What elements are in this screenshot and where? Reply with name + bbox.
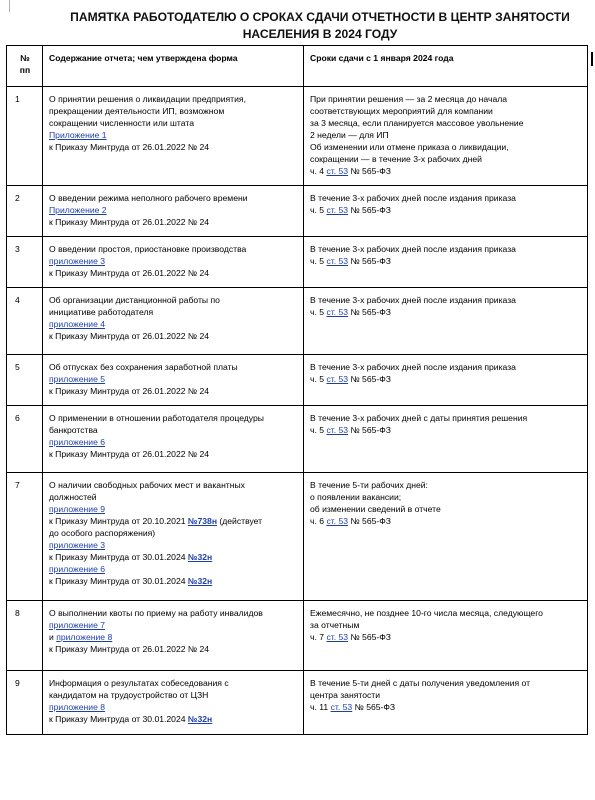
- order-link[interactable]: №32н: [187, 576, 213, 586]
- appendix-link[interactable]: приложение 8: [56, 632, 113, 642]
- report-content: Информация о результатах собеседования с кандидатом на трудоустройство от ЦЗН приложение 8 к Приказу Минтруда от 30.01.2024 №32н: [43, 671, 304, 735]
- report-content: О введении простоя, приостановке производства приложение 3 к Приказу Минтруда от 26.01.2022 № 24: [43, 237, 304, 288]
- appendix-link[interactable]: Приложение 1: [49, 130, 107, 140]
- order-link[interactable]: №738н: [187, 516, 218, 526]
- appendix-link[interactable]: приложение 7: [49, 620, 106, 630]
- table-row: [7, 288, 588, 355]
- header-deadline: Сроки сдачи с 1 января 2024 года: [304, 46, 588, 87]
- table-row: [7, 601, 588, 671]
- report-deadline: В течение 5-ти дней с даты получения уведомления от центра занятости ч. 11 ст. 53 № 565-ФЗ: [304, 671, 588, 735]
- order-link[interactable]: №32н: [187, 714, 213, 724]
- appendix-link[interactable]: Приложение 2: [49, 205, 107, 215]
- table-header-row: [7, 46, 588, 87]
- report-deadline: В течение 3-х рабочих дней после издания приказа ч. 5 ст. 53 № 565-ФЗ: [304, 237, 588, 288]
- appendix-link[interactable]: приложение 8: [49, 702, 106, 712]
- row-number: 4: [7, 288, 43, 355]
- table-row: [7, 237, 588, 288]
- row-number: 6: [7, 406, 43, 473]
- report-deadline: В течение 3-х рабочих дней после издания приказа ч. 5 ст. 53 № 565-ФЗ: [304, 288, 588, 355]
- appendix-link[interactable]: приложение 3: [49, 540, 106, 550]
- table-row: [7, 671, 588, 735]
- report-deadline: В течение 5-ти рабочих дней: о появлении вакансии; об изменении сведений в отчете ч. 6 ст. 53 № 565-ФЗ: [304, 473, 588, 601]
- law-article-link[interactable]: ст. 53: [326, 632, 349, 642]
- page-corner-mark: [9, 0, 10, 12]
- row-number: 8: [7, 601, 43, 671]
- report-deadline: В течение 3-х рабочих дней после издания приказа ч. 5 ст. 53 № 565-ФЗ: [304, 355, 588, 406]
- report-content: О выполнении квоты по приему на работу инвалидов приложение 7 и приложение 8 к Приказу Минтруда от 26.01.2022 № 24: [43, 601, 304, 671]
- law-article-link[interactable]: ст. 53: [326, 166, 349, 176]
- report-content: О принятии решения о ликвидации предприятия, прекращении деятельности ИП, возможном сокращении численности или штата Приложение 1 к Приказу Минтруда от 26.01.2022 № 24: [43, 87, 304, 186]
- row-number: 7: [7, 473, 43, 601]
- table-row: [7, 186, 588, 237]
- table-row: [7, 473, 588, 601]
- law-article-link[interactable]: ст. 53: [326, 425, 349, 435]
- title-line-1: ПАМЯТКА РАБОТОДАТЕЛЮ О СРОКАХ СДАЧИ ОТЧЕТНОСТИ В ЦЕНТР ЗАНЯТОСТИ: [70, 10, 570, 24]
- report-deadline: Ежемесячно, не позднее 10-го числа месяца, следующего за отчетным ч. 7 ст. 53 № 565-ФЗ: [304, 601, 588, 671]
- report-deadline: В течение 3-х рабочих дней после издания приказа ч. 5 ст. 53 № 565-ФЗ: [304, 186, 588, 237]
- table-row: [7, 406, 588, 473]
- law-article-link[interactable]: ст. 53: [330, 702, 353, 712]
- row-number: 5: [7, 355, 43, 406]
- title-line-2: НАСЕЛЕНИЯ В 2024 ГОДУ: [242, 27, 398, 41]
- appendix-link[interactable]: приложение 3: [49, 256, 106, 266]
- appendix-link[interactable]: приложение 6: [49, 564, 106, 574]
- report-deadline: При принятии решения — за 2 месяца до начала соответствующих мероприятий для компании за 3 месяца, если планируется массовое увольнение 2 недели — для ИП Об изменении или отмене приказа о ликвидации, сокращении — в течение 3-х рабочих дней ч. 4 ст. 53 № 565-ФЗ: [304, 87, 588, 186]
- law-article-link[interactable]: ст. 53: [326, 307, 349, 317]
- report-deadline: В течение 3-х рабочих дней с даты принятия решения ч. 5 ст. 53 № 565-ФЗ: [304, 406, 588, 473]
- row-number: 3: [7, 237, 43, 288]
- law-article-link[interactable]: ст. 53: [326, 205, 349, 215]
- order-link[interactable]: №32н: [187, 552, 213, 562]
- law-article-link[interactable]: ст. 53: [326, 374, 349, 384]
- table-row: [7, 355, 588, 406]
- appendix-link[interactable]: приложение 6: [49, 437, 106, 447]
- report-content: Об организации дистанционной работы по инициативе работодателя приложение 4 к Приказу Минтруда от 26.01.2022 № 24: [43, 288, 304, 355]
- text-cursor: [591, 52, 593, 66]
- report-content: О применении в отношении работодателя процедуры банкротства приложение 6 к Приказу Минтруда от 26.01.2022 № 24: [43, 406, 304, 473]
- law-article-link[interactable]: ст. 53: [326, 516, 349, 526]
- appendix-link[interactable]: приложение 4: [49, 319, 106, 329]
- appendix-link[interactable]: приложение 9: [49, 504, 106, 514]
- law-article-link[interactable]: ст. 53: [326, 256, 349, 266]
- reporting-deadlines-table: [6, 45, 588, 735]
- row-number: 1: [7, 87, 43, 186]
- report-content: О наличии свободных рабочих мест и вакантных должностей приложение 9 к Приказу Минтруда от 20.10.2021 №738н (действует до особого распоряжения) приложение 3 к Приказу Минтруда от 30.01.2024 №32н приложение 6 к Приказу Минтруда от 30.01.2024 №32н: [43, 473, 304, 601]
- appendix-link[interactable]: приложение 5: [49, 374, 106, 384]
- header-content: Содержание отчета; чем утверждена форма: [43, 46, 304, 87]
- row-number: 2: [7, 186, 43, 237]
- report-content: Об отпусках без сохранения заработной платы приложение 5 к Приказу Минтруда от 26.01.2022 № 24: [43, 355, 304, 406]
- page-title: [40, 9, 595, 43]
- report-content: О введении режима неполного рабочего времени Приложение 2 к Приказу Минтруда от 26.01.2022 № 24: [43, 186, 304, 237]
- table-row: [7, 87, 588, 186]
- row-number: 9: [7, 671, 43, 735]
- header-number: № пп: [7, 46, 43, 87]
